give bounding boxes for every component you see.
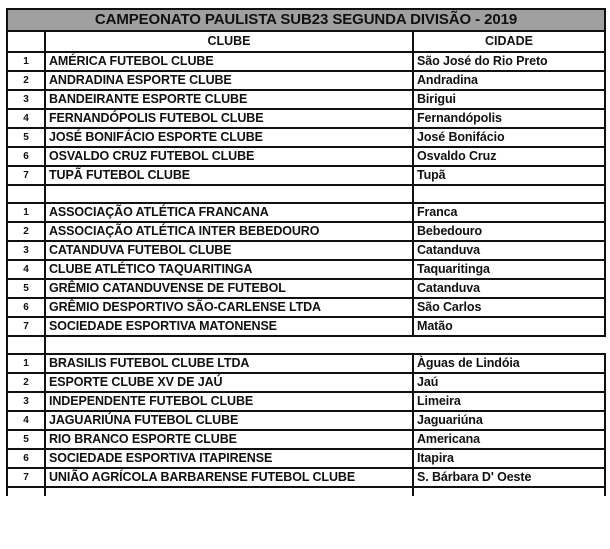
- club-name: ASSOCIAÇÃO ATLÉTICA FRANCANA: [45, 203, 413, 222]
- table-row: [7, 147, 605, 166]
- club-name: TUPÃ FUTEBOL CLUBE: [45, 166, 413, 185]
- table-row: [7, 430, 605, 449]
- row-number: 3: [7, 392, 45, 411]
- group-spacer-row: [7, 336, 605, 354]
- club-name: ASSOCIAÇÃO ATLÉTICA INTER BEBEDOURO: [45, 222, 413, 241]
- row-number: 4: [7, 109, 45, 128]
- city-name: José Bonifácio: [413, 128, 605, 147]
- city-name: São Carlos: [413, 298, 605, 317]
- row-number: 4: [7, 411, 45, 430]
- city-name: Taquaritinga: [413, 260, 605, 279]
- row-number: 5: [7, 279, 45, 298]
- header-club: CLUBE: [45, 31, 413, 52]
- row-number: 7: [7, 468, 45, 487]
- table-row: [7, 449, 605, 468]
- city-name: Àguas de Lindóia: [413, 354, 605, 373]
- table-row: [7, 203, 605, 222]
- city-name: Americana: [413, 430, 605, 449]
- table-row: [7, 392, 605, 411]
- city-name: Matão: [413, 317, 605, 336]
- table-row: [7, 260, 605, 279]
- row-number: 1: [7, 203, 45, 222]
- table-row: [7, 317, 605, 336]
- table-row: [7, 279, 605, 298]
- header-row: [7, 31, 605, 52]
- club-name: SOCIEDADE ESPORTIVA MATONENSE: [45, 317, 413, 336]
- clubs-table: [6, 8, 606, 496]
- club-name: GRÊMIO DESPORTIVO SÃO-CARLENSE LTDA: [45, 298, 413, 317]
- table-row: [7, 128, 605, 147]
- table-row: [7, 52, 605, 71]
- title-row: [7, 9, 605, 31]
- club-name: RIO BRANCO ESPORTE CLUBE: [45, 430, 413, 449]
- row-number: 6: [7, 147, 45, 166]
- row-number: 7: [7, 317, 45, 336]
- row-number: 4: [7, 260, 45, 279]
- row-number: 2: [7, 222, 45, 241]
- table-row: [7, 468, 605, 487]
- clubs-table-sheet: [6, 8, 604, 496]
- club-name: FERNANDÓPOLIS FUTEBOL CLUBE: [45, 109, 413, 128]
- city-name: Itapira: [413, 449, 605, 468]
- spacer-cell: [45, 185, 413, 203]
- city-name: Andradina: [413, 71, 605, 90]
- spacer-cell: [7, 185, 45, 203]
- spacer-cell: [413, 336, 605, 354]
- table-row: [7, 411, 605, 430]
- table-row: [7, 354, 605, 373]
- row-number: 2: [7, 373, 45, 392]
- club-name: ESPORTE CLUBE XV DE JAÚ: [45, 373, 413, 392]
- group-spacer-row: [7, 185, 605, 203]
- city-name: Limeira: [413, 392, 605, 411]
- row-number: 1: [7, 354, 45, 373]
- spacer-cell: [45, 336, 413, 354]
- header-city: CIDADE: [413, 31, 605, 52]
- row-number: 5: [7, 128, 45, 147]
- table-row: [7, 298, 605, 317]
- row-number: 7: [7, 166, 45, 185]
- city-name: Tupã: [413, 166, 605, 185]
- city-name: Birigui: [413, 90, 605, 109]
- row-number: 3: [7, 90, 45, 109]
- city-name: Jaú: [413, 373, 605, 392]
- club-name: CLUBE ATLÉTICO TAQUARITINGA: [45, 260, 413, 279]
- row-number: 2: [7, 71, 45, 90]
- club-name: ANDRADINA ESPORTE CLUBE: [45, 71, 413, 90]
- row-number: 6: [7, 298, 45, 317]
- city-name: Franca: [413, 203, 605, 222]
- spacer-cell: [7, 336, 45, 354]
- club-name: JAGUARIÚNA FUTEBOL CLUBE: [45, 411, 413, 430]
- club-name: BRASILIS FUTEBOL CLUBE LTDA: [45, 354, 413, 373]
- row-number: 5: [7, 430, 45, 449]
- table-row: [7, 222, 605, 241]
- table-row: [7, 166, 605, 185]
- club-name: OSVALDO CRUZ FUTEBOL CLUBE: [45, 147, 413, 166]
- club-name: CATANDUVA FUTEBOL CLUBE: [45, 241, 413, 260]
- club-name: SOCIEDADE ESPORTIVA ITAPIRENSE: [45, 449, 413, 468]
- club-name: BANDEIRANTE ESPORTE CLUBE: [45, 90, 413, 109]
- table-row: [7, 71, 605, 90]
- city-name: Catanduva: [413, 279, 605, 298]
- row-number: 1: [7, 52, 45, 71]
- table-tail-row: [7, 487, 605, 496]
- tail-cell: [413, 487, 605, 496]
- table-row: [7, 241, 605, 260]
- row-number: 3: [7, 241, 45, 260]
- club-name: UNIÃO AGRÍCOLA BARBARENSE FUTEBOL CLUBE: [45, 468, 413, 487]
- city-name: Jaguariúna: [413, 411, 605, 430]
- club-name: JOSÉ BONIFÁCIO ESPORTE CLUBE: [45, 128, 413, 147]
- tail-cell: [7, 487, 45, 496]
- city-name: Fernandópolis: [413, 109, 605, 128]
- tail-cell: [45, 487, 413, 496]
- city-name: Bebedouro: [413, 222, 605, 241]
- club-name: AMÉRICA FUTEBOL CLUBE: [45, 52, 413, 71]
- spacer-cell: [413, 185, 605, 203]
- table-row: [7, 90, 605, 109]
- table-row: [7, 373, 605, 392]
- city-name: Catanduva: [413, 241, 605, 260]
- city-name: Osvaldo Cruz: [413, 147, 605, 166]
- city-name: S. Bárbara D' Oeste: [413, 468, 605, 487]
- club-name: INDEPENDENTE FUTEBOL CLUBE: [45, 392, 413, 411]
- club-name: GRÊMIO CATANDUVENSE DE FUTEBOL: [45, 279, 413, 298]
- city-name: São José do Rio Preto: [413, 52, 605, 71]
- header-num: [7, 31, 45, 52]
- table-title: CAMPEONATO PAULISTA SUB23 SEGUNDA DIVISÃO - 2019: [7, 9, 605, 31]
- row-number: 6: [7, 449, 45, 468]
- table-row: [7, 109, 605, 128]
